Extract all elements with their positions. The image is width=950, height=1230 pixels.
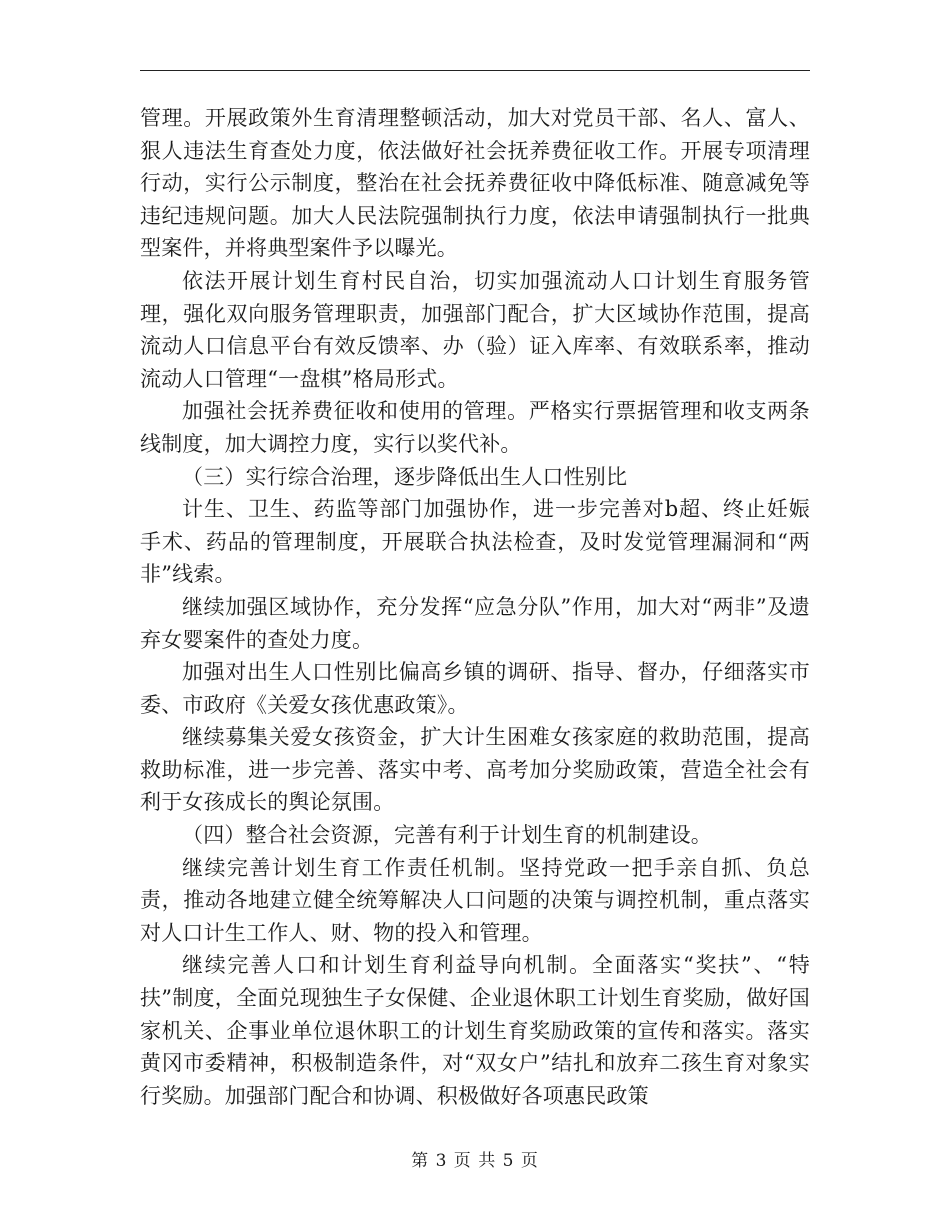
paragraph-10: 继续完善计划生育工作责任机制。坚持党政一把手亲自抓、负总责，推动各地建立健全统筹解决人口问题的决策与调控机制，重点落实对人口计生工作人、财、物的投入和管理。 [140,855,810,945]
document-body [140,102,810,1112]
page-number-footer: 第 3 页 共 5 页 [411,1151,539,1171]
paragraph-5: 计生、卫生、药监等部门加强协作，进一步完善对b超、终止妊娠手术、药品的管理制度，开展联合执法检查，及时发觉管理漏洞和“两非”线索。 [140,497,810,587]
paragraph-6: 继续加强区域协作，充分发挥“应急分队”作用，加大对“两非”及遗弃女婴案件的查处力度。 [140,594,810,652]
paragraph-7: 加强对出生人口性别比偏高乡镇的调研、指导、督办，仔细落实市委、市政府《关爱女孩优惠政策》。 [140,660,810,717]
header-rule [140,70,810,71]
section-heading-4: （四）整合社会资源，完善有利于计划生育的机制建设。 [182,823,712,848]
section-heading-3: （三）实行综合治理，逐步降低出生人口性别比 [182,464,628,489]
paragraph-2: 依法开展计划生育村民自治，切实加强流动人口计划生育服务管理，强化双向服务管理职责，加强部门配合，扩大区域协作范围，提高流动人口信息平台有效反馈率、办（验）证入库率、有效联系率，推动流动人口管理“一盘棋”格局形式。 [140,268,810,391]
paragraph-8: 继续募集关爱女孩资金，扩大计生困难女孩家庭的救助范围，提高救助标准，进一步完善、落实中考、高考加分奖励政策，营造全社会有利于女孩成长的舆论氛围。 [140,725,810,815]
paragraph-1: 管理。开展政策外生育清理整顿活动，加大对党员干部、名人、富人、狠人违法生育查处力度，依法做好社会抚养费征收工作。开展专项清理行动，实行公示制度，整治在社会抚养费征收中降低标准、随意减免等违纪违规问题。加大人民法院强制执行力度，依法申请强制执行一批典型案件，并将典型案件予以曝光。 [140,106,810,261]
paragraph-3: 加强社会抚养费征收和使用的管理。严格实行票据管理和收支两条线制度，加大调控力度，实行以奖代补。 [140,399,810,456]
paragraph-11: 继续完善人口和计划生育利益导向机制。全面落实“奖扶”、“特扶”制度，全面兑现独生子女保健、企业退休职工计划生育奖励，做好国家机关、企事业单位退休职工的计划生育奖励政策的宣传和落实。落实黄冈市委精神，积极制造条件，对“双女户”结扎和放弃二孩生育对象实行奖励。加强部门配合和协调、积极做好各项惠民政策 [140,953,810,1108]
